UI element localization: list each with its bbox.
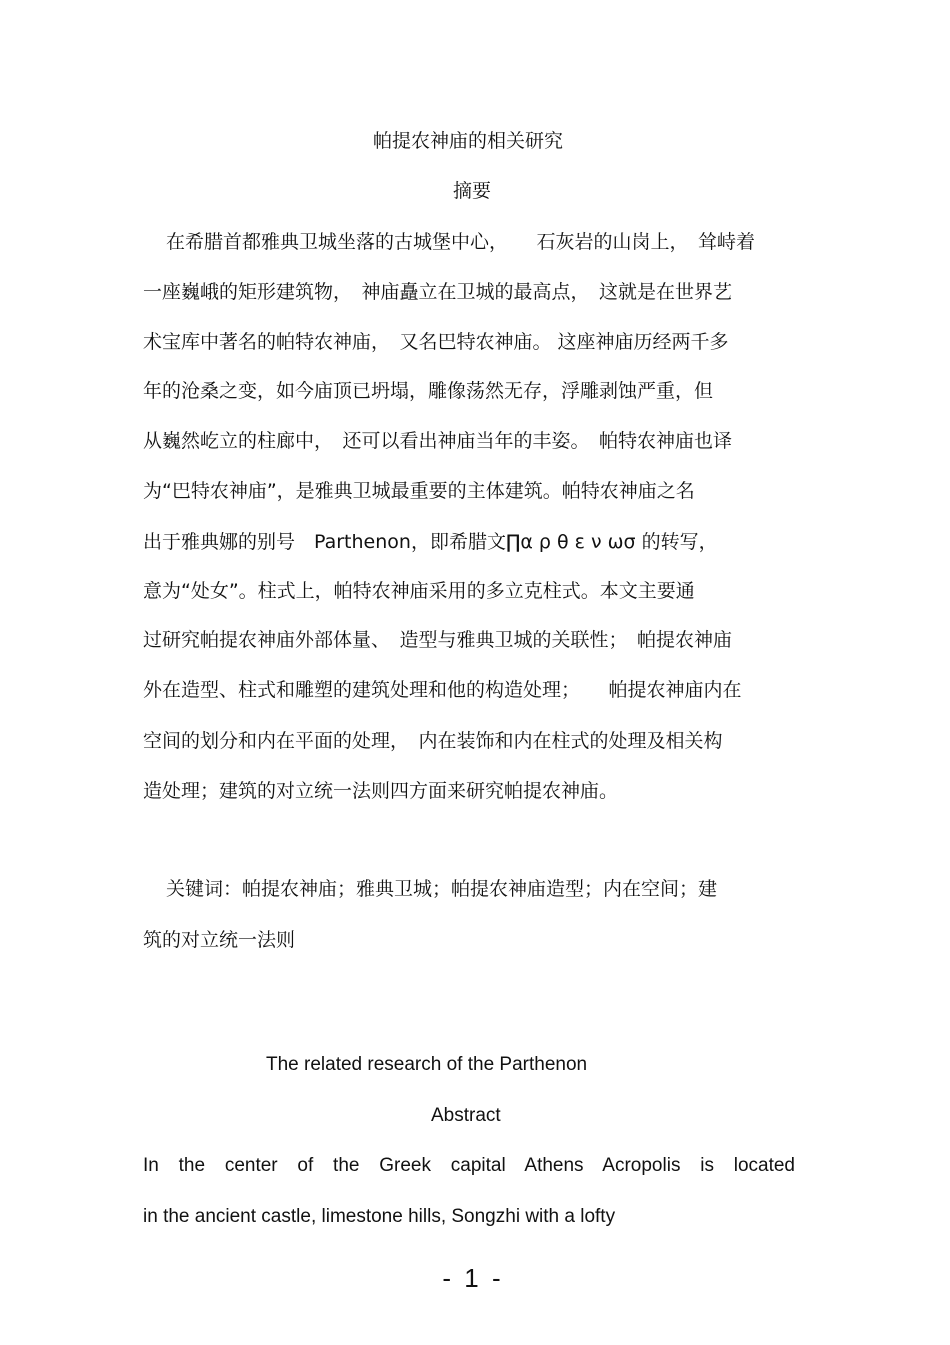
abstract-line: 在希腊首都雅典卫城坐落的古城堡中心， 石灰岩的山岗上， 耸峙着 [166,231,756,253]
abstract-line: 一座巍峨的矩形建筑物， 神庙矗立在卫城的最高点， 这就是在世界艺 [143,281,733,303]
chinese-title: 帕提农神庙的相关研究 [372,130,563,152]
abstract-line: 空间的划分和内在平面的处理， 内在装饰和内在柱式的处理及相关构 [143,730,723,752]
abstract-line: 年的沧桑之变，如今庙顶已坍塌，雕像荡然无存，浮雕剥蚀严重，但 [143,380,714,402]
english-abstract-line: in the ancient castle, limestone hills, Songzhi with a lofty [143,1206,616,1227]
keywords-line: 关键词：帕提农神庙；雅典卫城；帕提农神庙造型；内在空间；建 [166,878,718,900]
keywords-line: 筑的对立统一法则 [143,929,296,951]
abstract-line: 从巍然屹立的柱廊中， 还可以看出神庙当年的丰姿。 帕特农神庙也译 [143,430,733,452]
page-number: - 1 - [442,1263,504,1293]
abstract-line: 外在造型、柱式和雕塑的建筑处理和他的构造处理； 帕提农神庙内在 [143,679,742,701]
english-title: The related research of the Parthenon [266,1054,588,1075]
abstract-line: 意为“处女”。柱式上，帕特农神庙采用的多立克柱式。本文主要通 [143,580,695,602]
chinese-abstract-heading: 摘要 [453,180,492,202]
english-abstract-heading: Abstract [431,1105,501,1126]
abstract-line: 术宝库中著名的帕特农神庙， 又名巴特农神庙。 这座神庙历经两千多 [143,331,729,353]
abstract-line: 为“巴特农神庙”，是雅典卫城最重要的主体建筑。帕特农神庙之名 [143,480,695,502]
english-abstract-line: In the center of the Greek capital Athens Acropolis is located [143,1155,795,1176]
abstract-line: 过研究帕提农神庙外部体量、 造型与雅典卫城的关联性； 帕提农神庙 [143,629,733,651]
abstract-line: 出于雅典娜的别号 Parthenon，即希腊文∏α ρ θ ε ν ωσ 的转写， [143,531,718,553]
abstract-line: 造处理；建筑的对立统一法则四方面来研究帕提农神庙。 [143,780,619,802]
